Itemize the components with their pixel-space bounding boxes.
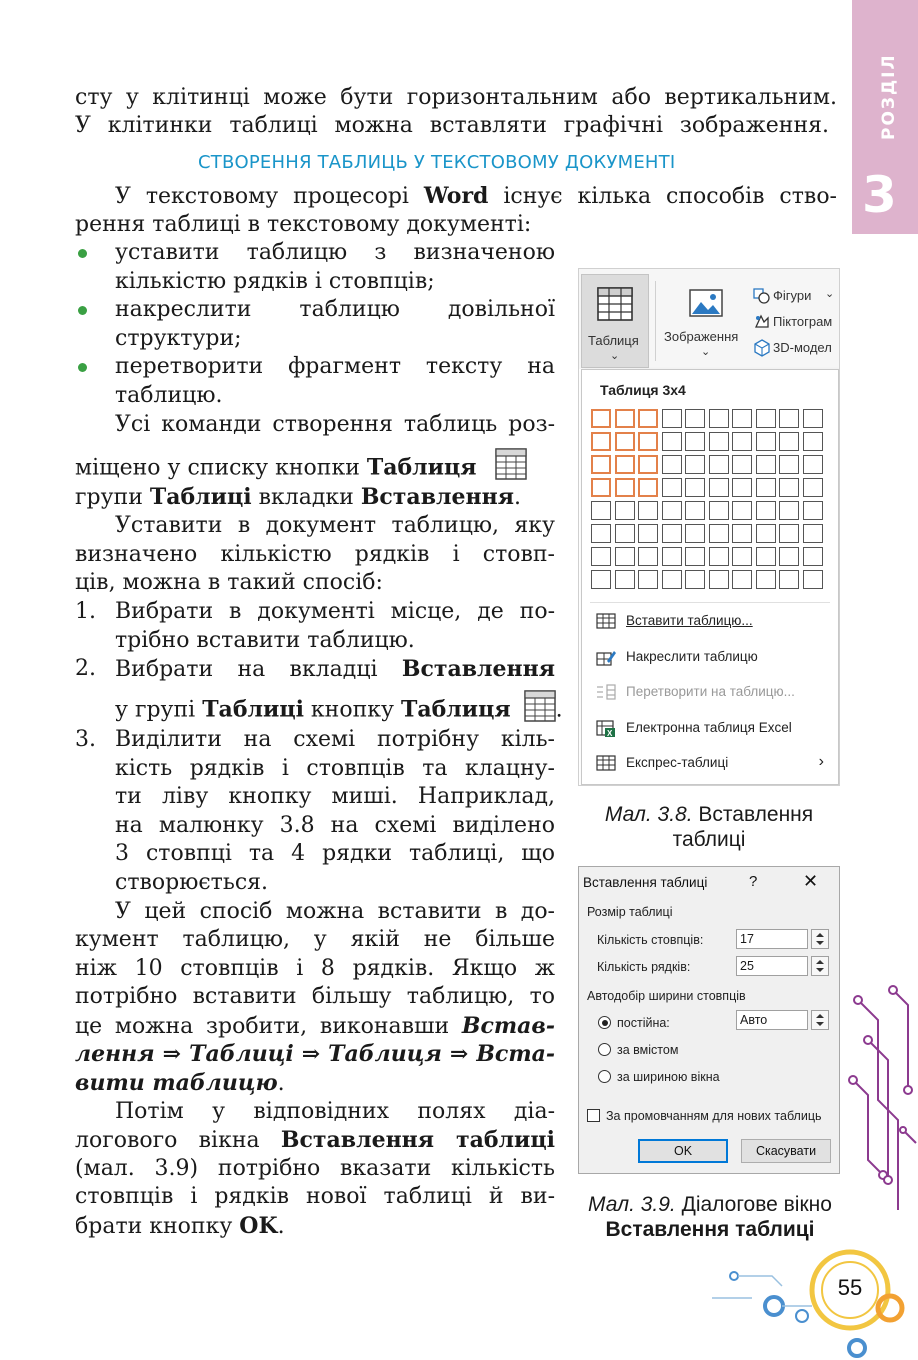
para3-line2: визначено кількістю рядків і стовп- xyxy=(75,542,555,567)
grid-cell[interactable] xyxy=(591,409,611,428)
bullet-1-line2: кількістю рядків і стовпців; xyxy=(115,269,435,294)
grid-cell[interactable] xyxy=(779,409,799,428)
3d-models-label: 3D-модел xyxy=(773,340,832,355)
para5-line1: Потім у відповідних полях діа- xyxy=(115,1099,555,1124)
grid-cell[interactable] xyxy=(685,432,705,451)
rows-spinner[interactable] xyxy=(811,956,829,976)
step-number: 2. xyxy=(75,656,96,681)
grid-cell[interactable] xyxy=(638,409,658,428)
grid-cell[interactable] xyxy=(779,455,799,474)
caption-figure-3-8: Мал. 3.8. Вставлення таблиці xyxy=(604,803,814,851)
grid-cell[interactable] xyxy=(756,547,776,566)
images-button-label: Зображення xyxy=(664,329,739,344)
intro-line-2: У клітинки таблиці можна вставляти графічні зображення. xyxy=(75,113,829,138)
grid-cell[interactable] xyxy=(732,501,752,520)
grid-cell[interactable] xyxy=(732,455,752,474)
menu-item-label: Вставити таблицю... xyxy=(626,613,753,628)
shapes-button[interactable] xyxy=(753,287,839,305)
grid-cell[interactable] xyxy=(615,455,635,474)
grid-cell[interactable] xyxy=(638,524,658,543)
grid-cell[interactable] xyxy=(638,455,658,474)
bullet-2-line1: накреслити таблицю довільної xyxy=(115,297,555,322)
grid-cell[interactable] xyxy=(732,524,752,543)
radio-autofit-content[interactable] xyxy=(598,1043,611,1056)
shapes-icon xyxy=(753,288,771,309)
radio-fixed[interactable] xyxy=(598,1016,611,1029)
para1-line2: рення таблиці в текстовому документі: xyxy=(75,212,532,237)
grid-cell[interactable] xyxy=(756,455,776,474)
grid-cell[interactable] xyxy=(638,432,658,451)
radio-autofit-window-label: за шириною вікна xyxy=(617,1070,720,1084)
grid-cell[interactable] xyxy=(591,455,611,474)
grid-cell[interactable] xyxy=(803,455,823,474)
bullet-dot xyxy=(78,363,87,372)
menu-item-insert-table[interactable] xyxy=(596,613,753,629)
grid-cell[interactable] xyxy=(709,501,729,520)
help-icon[interactable]: ? xyxy=(749,873,758,890)
para5-line3: (мал. 3.9) потрібно вказати кількість xyxy=(75,1156,555,1181)
grid-cell[interactable] xyxy=(591,478,611,497)
grid-cell[interactable] xyxy=(709,478,729,497)
grid-cell[interactable] xyxy=(662,570,682,589)
radio-autofit-content-label: за вмістом xyxy=(617,1043,679,1057)
grid-cell[interactable] xyxy=(779,478,799,497)
bullet-3-line1: перетворити фрагмент тексту на xyxy=(115,354,555,379)
para2-line1: Усі команди створення таблиць роз- xyxy=(115,412,555,437)
grid-cell[interactable] xyxy=(591,432,611,451)
close-icon[interactable]: ✕ xyxy=(803,871,819,891)
grid-cell[interactable] xyxy=(756,524,776,543)
grid-title: Таблиця 3x4 xyxy=(600,382,686,398)
rows-input[interactable]: 25 xyxy=(736,956,808,976)
chevron-right-icon: › xyxy=(818,753,824,770)
excel-icon xyxy=(596,720,616,739)
grid-cell[interactable] xyxy=(779,547,799,566)
step-2-line2: у групі Таблиці кнопку Таблиця . xyxy=(115,690,565,731)
menu-item-convert-to-table[interactable] xyxy=(596,684,795,700)
menu-item-label: Електронна таблиця Excel xyxy=(626,720,792,735)
grid-cell[interactable] xyxy=(591,570,611,589)
svg-text:X: X xyxy=(607,729,613,739)
para2-line2: міщено у списку кнопки Таблиця xyxy=(75,448,565,489)
menu-item-quick-tables[interactable] xyxy=(596,755,824,771)
grid-cell[interactable] xyxy=(732,409,752,428)
grid-cell[interactable] xyxy=(662,478,682,497)
grid-cell[interactable] xyxy=(615,570,635,589)
group-autofit: Автодобір ширини стовпців xyxy=(587,989,746,1003)
grid-cell[interactable] xyxy=(779,432,799,451)
shapes-label: Фігури xyxy=(773,288,812,303)
para5-line2: логового вікна Вставлення таблиці xyxy=(75,1127,555,1153)
grid-cell[interactable] xyxy=(685,455,705,474)
grid-cell[interactable] xyxy=(756,432,776,451)
step-number: 3. xyxy=(75,727,96,752)
grid-cell[interactable] xyxy=(709,547,729,566)
grid-cell[interactable] xyxy=(638,501,658,520)
grid-cell[interactable] xyxy=(732,547,752,566)
grid-cell[interactable] xyxy=(779,524,799,543)
step-3-line6: створюється. xyxy=(115,870,269,895)
grid-cell[interactable] xyxy=(803,409,823,428)
grid-cell[interactable] xyxy=(803,524,823,543)
grid-cell[interactable] xyxy=(638,570,658,589)
grid-cell[interactable] xyxy=(732,478,752,497)
radio-autofit-window[interactable] xyxy=(598,1070,611,1083)
menu-item-draw-table[interactable] xyxy=(596,649,758,665)
grid-cell[interactable] xyxy=(803,501,823,520)
bullet-3-line2: таблицю. xyxy=(115,383,223,408)
figure-insert-table-menu xyxy=(578,268,840,786)
bullet-1-line1: уставити таблицю з визначеною xyxy=(115,240,555,265)
para5-line4: стовпців і рядків нової таблиці й ви- xyxy=(75,1184,555,1209)
table-grid-icon xyxy=(524,690,556,731)
cube-icon xyxy=(753,339,771,362)
radio-fixed-label: постійна: xyxy=(617,1016,670,1030)
table-icon xyxy=(596,755,616,771)
grid-cell[interactable] xyxy=(732,570,752,589)
grid-cell[interactable] xyxy=(779,501,799,520)
icons-label: Піктограм xyxy=(773,314,833,329)
menu-item-label: Експрес-таблиці xyxy=(626,755,729,770)
grid-cell[interactable] xyxy=(709,455,729,474)
remember-checkbox[interactable] xyxy=(587,1109,600,1122)
grid-cell[interactable] xyxy=(662,432,682,451)
grid-cell[interactable] xyxy=(615,547,635,566)
grid-cell[interactable] xyxy=(803,478,823,497)
para1-line1: У текстовому процесорі Word існує кілька способів ство- xyxy=(115,183,837,209)
section-tab xyxy=(852,0,918,234)
grid-cell[interactable] xyxy=(662,501,682,520)
bullet-dot xyxy=(78,306,87,315)
images-button[interactable] xyxy=(663,279,749,365)
fixed-width-input[interactable]: Авто xyxy=(736,1010,808,1030)
picture-icon xyxy=(689,289,723,322)
grid-cell[interactable] xyxy=(779,570,799,589)
step-3-line4: на малюнку 3.8 на схемі виділено xyxy=(115,813,555,838)
section-heading: СТВОРЕННЯ ТАБЛИЦЬ У ТЕКСТОВОМУ ДОКУМЕНТІ xyxy=(198,152,676,173)
chevron-down-icon: ⌄ xyxy=(701,346,711,358)
grid-cell[interactable] xyxy=(615,478,635,497)
menu-item-label: Накреслити таблицю xyxy=(626,649,758,664)
grid-cell[interactable] xyxy=(709,570,729,589)
grid-cell[interactable] xyxy=(685,478,705,497)
caption-figure-3-9: Мал. 3.9. Діалогове вікно Вставлення таблиці xyxy=(588,1193,832,1241)
grid-cell[interactable] xyxy=(756,409,776,428)
para4-line4: потрібно вставити більшу таблицю, то xyxy=(75,984,555,1009)
para3-line3: ців, можна в такий спосіб: xyxy=(75,570,383,595)
circuit-decoration xyxy=(848,980,918,1240)
step-3-line3: ти ліву кнопку миші. Наприклад, xyxy=(115,784,555,809)
grid-cell[interactable] xyxy=(803,547,823,566)
table-button-label: Таблиця xyxy=(588,333,639,348)
chevron-down-icon: ⌄ xyxy=(825,288,835,300)
grid-cell[interactable] xyxy=(638,547,658,566)
grid-cell[interactable] xyxy=(709,409,729,428)
rows-label: Кількість рядків: xyxy=(597,960,691,974)
columns-label: Кількість стовпців: xyxy=(597,933,704,947)
grid-cell[interactable] xyxy=(709,432,729,451)
page-number: 55 xyxy=(837,1275,863,1300)
step-2-line1: Вибрати на вкладці Вставлення xyxy=(115,656,555,682)
para4-line1: У цей спосіб можна вставити в до- xyxy=(115,899,555,924)
grid-cell[interactable] xyxy=(662,524,682,543)
para4-line2: кумент таблицю, у якій не більше xyxy=(75,927,555,952)
para4-line7: вити таблицю. xyxy=(75,1070,285,1096)
step-number: 1. xyxy=(75,599,96,624)
cancel-button[interactable]: Скасувати xyxy=(741,1139,831,1163)
group-table-size: Розмір таблиці xyxy=(587,905,673,919)
grid-cell[interactable] xyxy=(685,547,705,566)
grid-cell[interactable] xyxy=(591,547,611,566)
chevron-down-icon: ⌄ xyxy=(610,350,620,362)
ribbon xyxy=(579,269,839,369)
menu-item-excel-table[interactable] xyxy=(596,720,792,739)
3d-models-button[interactable] xyxy=(753,339,839,357)
bullet-2-line2: структури; xyxy=(115,326,242,351)
ok-button[interactable]: OK xyxy=(638,1139,728,1163)
grid-cell[interactable] xyxy=(662,547,682,566)
menu-item-label: Перетворити на таблицю... xyxy=(626,684,795,699)
table-dropdown xyxy=(581,369,839,785)
para3-line1: Уставити в документ таблицю, яку xyxy=(115,513,555,538)
table-grid-icon xyxy=(597,287,633,326)
grid-cell[interactable] xyxy=(732,432,752,451)
grid-cell[interactable] xyxy=(685,501,705,520)
gears-decoration xyxy=(712,1238,918,1360)
grid-cell[interactable] xyxy=(803,570,823,589)
step-3-line2: кість рядків і стовпців та клацну- xyxy=(115,756,555,781)
para2-line3: групи Таблиці вкладки Вставлення. xyxy=(75,484,521,510)
step-1-line1: Вибрати в документі місце, де по- xyxy=(115,599,555,624)
grid-cell[interactable] xyxy=(756,501,776,520)
para4-line6: лення ⇒ Таблиці ⇒ Таблиця ⇒ Вста- xyxy=(75,1041,555,1067)
fixed-width-spinner[interactable] xyxy=(811,1010,829,1030)
table-size-grid[interactable] xyxy=(591,409,831,599)
para4-line3: ніж 10 стовпців і 8 рядків. Якщо ж xyxy=(75,956,555,981)
icons-icon xyxy=(753,313,771,336)
bullet-dot xyxy=(78,249,87,258)
insert-table-dialog xyxy=(578,866,840,1174)
intro-line-1: сту у клітинці може бути горизонтальним або вертикальним. xyxy=(75,85,837,110)
grid-cell[interactable] xyxy=(709,524,729,543)
step-1-line2: трібно вставити таблицю. xyxy=(115,628,415,653)
grid-cell[interactable] xyxy=(756,478,776,497)
grid-cell[interactable] xyxy=(685,524,705,543)
columns-input[interactable]: 17 xyxy=(736,929,808,949)
section-number: 3 xyxy=(862,166,897,224)
grid-cell[interactable] xyxy=(756,570,776,589)
grid-cell[interactable] xyxy=(615,409,635,428)
remember-label: За промовчанням для нових таблиць xyxy=(606,1109,822,1123)
grid-cell[interactable] xyxy=(685,409,705,428)
icons-button[interactable] xyxy=(753,313,839,331)
grid-cell[interactable] xyxy=(662,455,682,474)
grid-cell[interactable] xyxy=(591,524,611,543)
step-3-line1: Виділити на схемі потрібну кіль- xyxy=(115,727,555,752)
convert-icon xyxy=(596,684,616,700)
para5-line5: брати кнопку OK. xyxy=(75,1213,285,1239)
grid-cell[interactable] xyxy=(615,524,635,543)
pencil-table-icon xyxy=(596,649,616,665)
grid-cell[interactable] xyxy=(638,478,658,497)
menu-divider xyxy=(590,602,830,603)
para4-line5: це можна зробити, виконавши Встав- xyxy=(75,1013,555,1039)
grid-cell[interactable] xyxy=(662,409,682,428)
grid-cell[interactable] xyxy=(615,432,635,451)
table-icon xyxy=(596,613,616,629)
grid-cell[interactable] xyxy=(615,501,635,520)
step-3-line5: 3 стовпці та 4 рядки таблиці, що xyxy=(115,841,555,866)
grid-cell[interactable] xyxy=(591,501,611,520)
dialog-title: Вставлення таблиці xyxy=(583,875,708,890)
section-label: РОЗДІЛ xyxy=(879,53,899,140)
grid-cell[interactable] xyxy=(685,570,705,589)
columns-spinner[interactable] xyxy=(811,929,829,949)
table-button[interactable] xyxy=(581,274,649,368)
ribbon-divider xyxy=(655,281,656,361)
grid-cell[interactable] xyxy=(803,432,823,451)
